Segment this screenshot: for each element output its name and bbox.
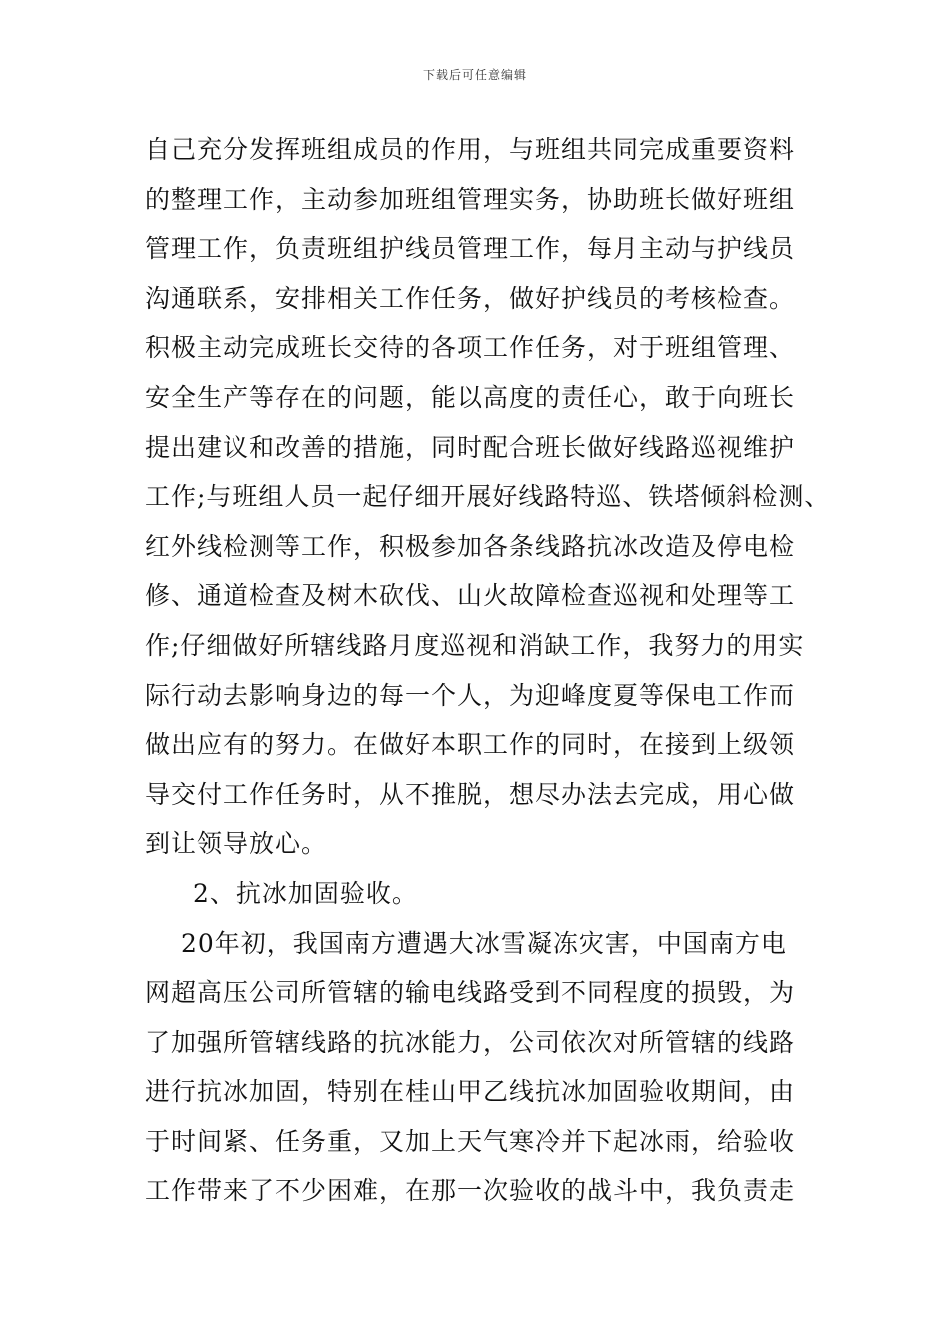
text-line: 修、通道检查及树木砍伐、山火故障检查巡视和处理等工 bbox=[145, 581, 796, 611]
text-line: 做出应有的努力。在做好本职工作的同时，在接到上级领 bbox=[145, 730, 796, 760]
section-heading: 2、抗冰加固验收。 bbox=[193, 878, 418, 908]
text-line: 作;仔细做好所辖线路月度巡视和消缺工作，我努力的用实 bbox=[145, 630, 805, 660]
text-line: 积极主动完成班长交待的各项工作任务，对于班组管理、 bbox=[145, 333, 796, 363]
text-line: 管理工作，负责班组护线员管理工作，每月主动与护线员 bbox=[145, 234, 796, 264]
text-line: 的整理工作，主动参加班组管理实务，协助班长做好班组 bbox=[145, 184, 796, 214]
text-line: 工作带来了不少困难，在那一次验收的战斗中，我负责走 bbox=[145, 1176, 796, 1206]
page-header: 下载后可任意编辑 bbox=[422, 68, 527, 82]
text-line: 导交付工作任务时，从不推脱，想尽办法去完成，用心做 bbox=[145, 779, 796, 809]
text-line: 20年初，我国南方遭遇大冰雪凝冻灾害，中国南方电 bbox=[181, 928, 787, 958]
text-line: 沟通联系，安排相关工作任务，做好护线员的考核检查。 bbox=[145, 283, 796, 313]
text-line: 自己充分发挥班组成员的作用，与班组共同完成重要资料 bbox=[145, 135, 796, 164]
text-line: 提出建议和改善的措施，同时配合班长做好线路巡视维护 bbox=[145, 432, 796, 462]
document-body bbox=[145, 130, 831, 1221]
text-line: 进行抗冰加固，特别在桂山甲乙线抗冰加固验收期间，由 bbox=[145, 1077, 796, 1107]
text-line: 到让领导放心。 bbox=[145, 829, 328, 859]
text-line: 网超高压公司所管辖的输电线路受到不同程度的损毁，为 bbox=[145, 978, 796, 1008]
text-line: 际行动去影响身边的每一个人，为迎峰度夏等保电工作而 bbox=[145, 680, 796, 710]
text-line: 于时间紧、任务重，又加上天气寒冷并下起冰雨，给验收 bbox=[145, 1126, 796, 1156]
text-line: 红外线检测等工作，积极参加各条线路抗冰改造及停电检 bbox=[145, 531, 796, 561]
text-line: 安全生产等存在的问题，能以高度的责任心，敢于向班长 bbox=[145, 382, 796, 412]
text-line: 工作;与班组人员一起仔细开展好线路特巡、铁塔倾斜检测、 bbox=[145, 482, 831, 512]
text-line: 了加强所管辖线路的抗冰能力，公司依次对所管辖的线路 bbox=[145, 1027, 796, 1057]
